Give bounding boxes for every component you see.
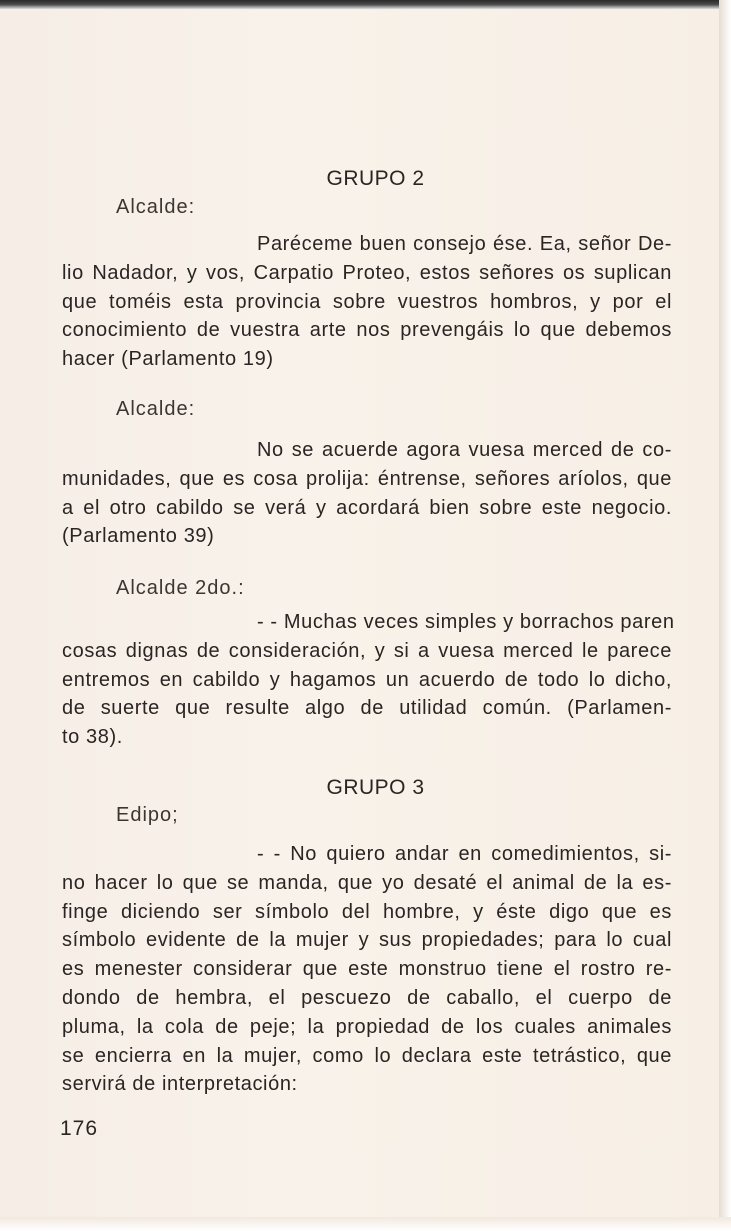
section-heading: GRUPO 2 <box>326 167 425 190</box>
text-line: hacer (Parlamento 19) <box>62 348 274 371</box>
speaker-label: Alcalde 2do.: <box>116 577 245 599</box>
dialogue-paragraph <box>62 608 675 752</box>
text-line: dondo de hembra, el pescuezo de caballo, el cuerpo de <box>62 986 672 1009</box>
text-line: to 38). <box>62 726 123 749</box>
speaker-label: Alcalde: <box>116 398 196 420</box>
text-line: símbolo evidente de la mujer y sus propiedades; para lo cual <box>62 929 672 952</box>
text-line: entremos en cabildo y hagamos un acuerdo de todo lo dicho, <box>62 668 672 691</box>
text-line: - - Muchas veces simples y borrachos paren <box>257 611 675 633</box>
text-line: pluma, la cola de peje; la propiedad de los cuales animales <box>62 1015 672 1038</box>
text-line: cosas dignas de consideración, y si a vuesa merced le parece <box>62 639 672 662</box>
text-line: Paréceme buen consejo ése. Ea, señor De- <box>257 233 672 255</box>
speaker-label: Edipo; <box>116 804 179 826</box>
text-line: de suerte que resulte algo de utilidad común. (Parlamen- <box>62 697 672 720</box>
text-line: servirá de interpretación: <box>62 1073 298 1096</box>
scan-bottom-edge <box>0 1217 731 1231</box>
dialogue-paragraph <box>62 436 672 551</box>
text-line: no hacer lo que se manda, que yo desaté el animal de la es- <box>62 871 672 894</box>
section-heading: GRUPO 3 <box>326 776 425 799</box>
text-line: que toméis esta provincia sobre vuestros hombros, y por el <box>62 290 672 313</box>
text-line: lio Nadador, y vos, Carpatio Proteo, estos señores os suplican <box>62 261 672 284</box>
text-line: munidades, que es cosa prolija: éntrense, señores aríolos, que <box>62 467 672 490</box>
scan-top-edge <box>0 0 731 10</box>
text-line: - - No quiero andar en comedimientos, si- <box>257 843 672 865</box>
text-line: (Parlamento 39) <box>62 525 215 548</box>
text-line: No se acuerde agora vuesa merced de co- <box>257 439 672 461</box>
dialogue-paragraph <box>62 840 672 1099</box>
text-line: es menester considerar que este monstruo tiene el rostro re- <box>62 958 672 981</box>
text-line: conocimiento de vuestra arte nos prevengáis lo que debemos <box>62 319 672 342</box>
text-line: finge diciendo ser símbolo del hombre, y éste digo que es <box>62 900 672 923</box>
text-line: a el otro cabildo se verá y acordará bien sobre este negocio. <box>62 496 672 519</box>
page-number: 176 <box>60 1117 99 1140</box>
text-line: se encierra en la mujer, como lo declara este tetrástico, que <box>62 1044 672 1067</box>
speaker-label: Alcalde: <box>116 196 196 218</box>
dialogue-paragraph <box>62 230 672 374</box>
